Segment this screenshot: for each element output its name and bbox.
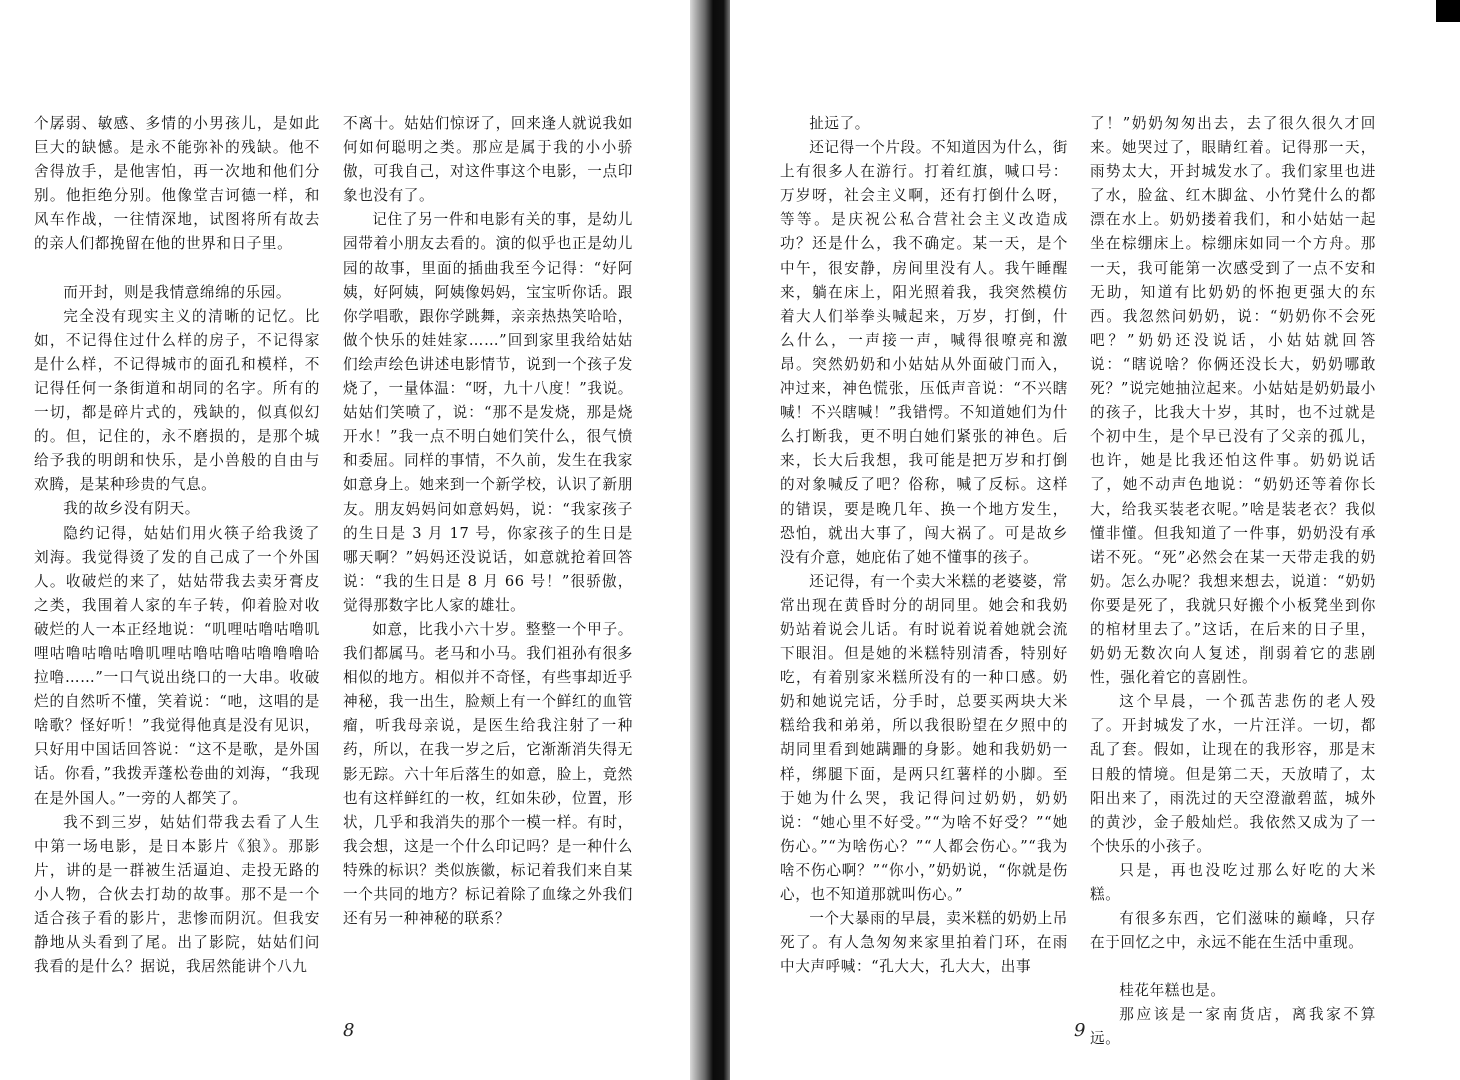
paragraph: 隐约记得，姑姑们用火筷子给我烫了刘海。我觉得烫了发的自己成了一个外国人。收破烂的来了，姑姑带我去卖牙膏皮之类，我围着人家的车子转，仰着脸对收破烂的人一本正经地说：“叽哩咕噜咕噜叽哩咕噜咕噜咕噜叽哩咕噜咕噜咕噜噜噜哈拉噜……”一口气说出绕口的一大串。收破烂的自然听不懂，笑着说：“吔，这唱的是啥歌？怪好听！”我觉得他真是没有见识，只好用中国话回答说：“这不是歌，是外国话。你看，”我拨弄蓬松卷曲的刘海，“我现在是外国人。”一旁的人都笑了。: [34, 524, 320, 807]
paragraph: 我的故乡没有阴天。: [63, 500, 200, 518]
paragraph: 记住了另一件和电影有关的事，是幼儿园带着小朋友去看的。演的似乎也正是幼儿园的故事，里面的插曲我至今记得：“好阿姨，好阿姨，阿姨像妈妈，宝宝听你话。跟你学唱歌，跟你学跳舞，亲亲热热笑哈哈，做个快乐的娃娃家……”回到家里我给姑姑们绘声绘色讲述电影情节，说到一个孩子发烧了，一量体温：“呀，九十八度！”我说。姑姑们笑喷了，说：“那不是发烧，那是烧开水！”我一点不明白她们笑什么，很气愤和委屈。同样的事情，不久前，发生在我家如意身上。她来到一个新学校，认识了新朋友。朋友妈妈问如意妈妈，说：“我家孩子的生日是 3 月 17 号，你家孩子的生日是哪天啊？”妈妈还没说话，如意就抢着回答说：“我的生日是 8 月 66 号！”很骄傲，觉得那数字比人家的雄壮。: [343, 211, 633, 614]
page-number: 9: [1074, 1020, 1086, 1041]
right-page-column-2: [1090, 112, 1376, 1052]
paragraph: 不离十。姑姑们惊讶了，回来逢人就说我如何如何聪明之类。那应是属于我的小小骄傲，可我自己，对这件事这个电影，一点印象也没有了。: [343, 115, 633, 205]
right-page-column-1: [780, 112, 1068, 979]
left-page-column-1: [34, 112, 320, 979]
paragraph: 个孱弱、敏感、多情的小男孩儿，是如此巨大的缺憾。是永不能弥补的残缺。他不舍得放手，是他害怕，再一次地和他们分别。他拒绝分别。他像堂吉诃德一样，和风车作战，一往情深地，试图将所有故去的亲人们都挽留在他的世界和日子里。: [34, 115, 320, 253]
paragraph: 只是，再也没吃过那么好吃的大米糕。: [1090, 861, 1376, 903]
paragraph: 我不到三岁，姑姑们带我去看了人生中第一场电影，是日本影片《狼》。那影片，讲的是一群被生活逼迫、走投无路的小人物，合伙去打劫的故事。那不是一个适合孩子看的影片，悲惨而阴沉。但我安静地从头看到了尾。出了影院，姑姑们问我看的是什么？据说，我居然能讲个八九: [34, 813, 320, 976]
paragraph: 还记得一个片段。不知道因为什么，街上有很多人在游行。打着红旗，喊口号：万岁呀，社会主义啊，还有打倒什么呀，等等。是庆祝公私合营社会主义改造成功？还是什么，我不确定。某一天，是个中午，很安静，房间里没有人。我午睡醒来，躺在床上，阳光照着我，我突然模仿着大人们举拳头喊起来，万岁，打倒，什么什么，一声接一声，喊得很嘹亮和激昂。突然奶奶和小姑姑从外面破门而入，冲过来，神色慌张，压低声音说：“不兴瞎喊！不兴瞎喊！”我错愕。不知道她们为什么打断我，更不明白她们紧张的神色。后来，长大后我想，我可能是把万岁和打倒的对象喊反了吧？俗称，喊了反标。这样的错误，要是晚几年、换一个地方发生，恐怕，就出大事了，闯大祸了。可是故乡没有介意，她庇佑了她不懂事的孩子。: [780, 139, 1068, 566]
paragraph: 那应该是一家南货店，离我家不算远。: [1090, 1006, 1376, 1048]
paragraph: 还记得，有一个卖大米糕的老婆婆，常常出现在黄昏时分的胡同里。她会和我奶奶站着说会儿话。有时说着说着她就会流下眼泪。但是她的米糕特别清香，特别好吃，有着别家米糕所没有的一种口感。奶奶和她说完话，分手时，总要买两块大米糕给我和弟弟，所以我很盼望在夕照中的胡同里看到她蹒跚的身影。她和我奶奶一样，绑腿下面，是两只红薯样的小脚。至于她为什么哭，我记得问过奶奶，奶奶说：“她心里不好受。”“为啥不好受？”“她伤心。”“为啥伤心？”“人都会伤心。”“我为啥不伤心啊？”“你小，”奶奶说，“你就是伤心，也不知道那就叫伤心。”: [780, 572, 1068, 903]
book-gutter: [690, 0, 732, 1080]
page-number: 8: [343, 1020, 355, 1041]
paragraph: 这个早晨，一个孤苦悲伤的老人殁了。开封城发了水，一片汪洋。一切，都乱了套。假如，让现在的我形容，那是末日般的情境。但是第二天，天放晴了，太阳出来了，雨洗过的天空澄澈碧蓝，城外的黄沙，金子般灿烂。我依然又成为了一个快乐的小孩子。: [1090, 693, 1376, 855]
paragraph: 完全没有现实主义的清晰的记忆。比如，不记得住过什么样的房子，不记得家是什么样，不记得城市的面孔和模样，不记得任何一条街道和胡同的名字。所有的一切，都是碎片式的，残缺的，似真似幻的。但，记住的，永不磨损的，是那个城给予我的明朗和快乐，是小兽般的自由与欢腾，是某种珍贵的气息。: [34, 307, 320, 494]
paragraph: 了！”奶奶匆匆出去，去了很久很久才回来。她哭过了，眼睛红着。记得那一天，雨势太大，开封城发水了。我们家里也进了水，脸盆、红木脚盆、小竹凳什么的都漂在水上。奶奶搂着我们，和小姑姑一起坐在棕绷床上。棕绷床如同一个方舟。那一天，我可能第一次感受到了一点不安和无助，知道有比奶奶的怀抱更强大的东西。我忽然问奶奶，说：“奶奶你不会死吧？”奶奶还没说话，小姑姑就回答说：“瞎说啥？你俩还没长大，奶奶哪敢死？”说完她抽泣起来。小姑姑是奶奶最小的孩子，比我大十岁，其时，也不过就是个初中生，是个早已没有了父亲的孤儿，也许，她是比我还怕这件事。奶奶说话了，她不动声色地说：“奶奶还等着你长大，给我买装老衣呢。”啥是装老衣？我似懂非懂。但我知道了一件事，奶奶没有承诺不死。“死”必然会在某一天带走我的奶奶。怎么办呢？我想来想去，说道：“奶奶你要是死了，我就只好搬个小板凳坐到你的棺材里去了。”这话，在后来的日子里，奶奶无数次向人复述，削弱着它的悲剧性，强化着它的喜剧性。: [1090, 115, 1376, 687]
scan-corner-mark: [1436, 0, 1460, 22]
paragraph: 一个大暴雨的早晨，卖米糕的奶奶上吊死了。有人急匆匆来家里拍着门环，在雨中大声呼喊：“孔大大，孔大大，出事: [780, 910, 1068, 976]
left-page-column-2: [343, 112, 633, 931]
paragraph: 如意，比我小六十岁。整整一个甲子。我们都属马。老马和小马。我们祖孙有很多相似的地方。相似并不奇怪，有些事却近乎神秘，我一出生，脸颊上有一个鲜红的血管瘤，听我母亲说，是医生给我注射了一种药，所以，在我一岁之后，它渐渐消失得无影无踪。六十年后落生的如意，脸上，竟然也有这样鲜红的一枚，红如朱砂，位置，形状，几乎和我消失的那个一模一样。有时，我会想，这是一个什么印记吗？是一种什么特殊的标识？类似族徽，标记着我们来自某一个共同的地方？标记着除了血缘之外我们还有另一种神秘的联系？: [343, 620, 633, 928]
paragraph: 桂花年糕也是。: [1119, 982, 1226, 1000]
left-page: [0, 0, 708, 1080]
paragraph: 而开封，则是我情意绵绵的乐园。: [63, 283, 292, 301]
paragraph: 有很多东西，它们滋味的巅峰，只存在于回忆之中，永远不能在生活中重现。: [1090, 910, 1376, 952]
paragraph: 扯远了。: [809, 115, 870, 132]
